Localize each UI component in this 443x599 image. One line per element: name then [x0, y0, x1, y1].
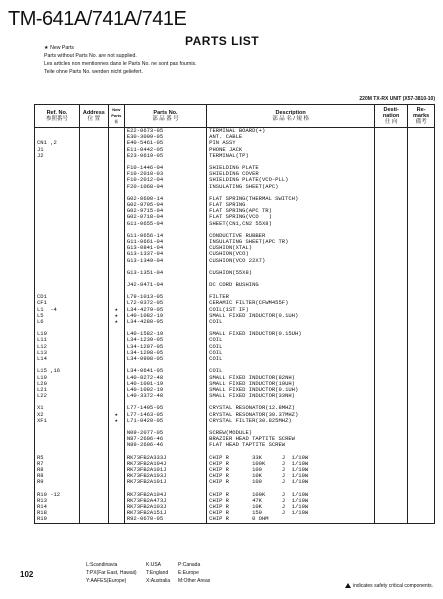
- parts-no-cell: N87-2606-46: [124, 436, 206, 442]
- parts-no-cell: E30-3009-05: [124, 134, 206, 140]
- table-row: [35, 128, 435, 135]
- description-cell: CHIP R 100K J 1/10W: [207, 461, 375, 467]
- parts-no-cell: RK73FB2A151J: [124, 510, 206, 516]
- description-cell: CHIP R 100 J 1/10W: [207, 467, 375, 473]
- safety-warning: indicates safety critical components.: [345, 583, 433, 589]
- ref-cell: L19: [35, 375, 80, 381]
- description-cell: CHIP R 47K J 1/10W: [207, 498, 375, 504]
- new-cell: ★: [108, 418, 124, 424]
- ref-cell: R19: [35, 516, 80, 523]
- description-cell: CERAMIC FILTER(CFWM455F): [207, 300, 375, 306]
- parts-no-cell: G02-0718-04: [124, 214, 206, 220]
- parts-no-cell: G13-1337-04: [124, 251, 206, 257]
- description-cell: SHEET(CN1,CN2 55X8): [207, 221, 375, 227]
- description-cell: SMALL FIXED INDUCTOR(10UH): [207, 381, 375, 387]
- new-cell: ★: [108, 412, 124, 418]
- parts-notes: [44, 44, 197, 76]
- ref-cell: R8: [35, 467, 80, 473]
- description-cell: SMALL FIXED INDUCTOR(33NH): [207, 393, 375, 399]
- ref-cell: R7: [35, 461, 80, 467]
- parts-no-cell: L34-4279-05: [124, 307, 206, 313]
- ref-cell: L1 -4: [35, 307, 80, 313]
- ref-cell: R8: [35, 473, 80, 479]
- description-cell: SMALL FIXED INDUCTOR(0.1UH): [207, 313, 375, 319]
- parts-no-cell: E22-0673-05: [124, 128, 206, 135]
- description-cell: CUSHION(VCO 22X7): [207, 258, 375, 264]
- address-cell: [79, 128, 108, 135]
- description-cell: PIN ASSY: [207, 140, 375, 146]
- table-row: [35, 516, 435, 523]
- parts-no-cell: RK73FB2A101J: [124, 467, 206, 473]
- new-cell: ★: [108, 313, 124, 319]
- parts-no-cell: L34-4280-05: [124, 319, 206, 325]
- parts-no-cell: RK73FB2A333J: [124, 455, 206, 461]
- description-cell: INSULATING SHEET(APC): [207, 184, 375, 190]
- ref-cell: XF1: [35, 418, 80, 424]
- description-cell: SMALL FIXED INDUCTOR(0.1UH): [207, 387, 375, 393]
- description-cell: PHONE JACK: [207, 147, 375, 153]
- ref-cell: L12: [35, 344, 80, 350]
- parts-no-cell: E11-0442-05: [124, 147, 206, 153]
- parts-no-cell: R92-0670-05: [124, 516, 206, 523]
- model-title: TM-641A/741A/741E: [8, 8, 187, 30]
- footer-destinations-1: L:Scandinavia T:PX(Far East, Hawaii) Y:AAFES(Europe): [86, 562, 137, 584]
- address-cell: [79, 516, 108, 523]
- parts-no-cell: L77-1495-05: [124, 405, 206, 411]
- parts-table-body: [35, 128, 435, 524]
- parts-no-cell: L72-0372-05: [124, 300, 206, 306]
- parts-no-cell: G13-1349-04: [124, 258, 206, 264]
- parts-no-cell: L40-1082-19: [124, 313, 206, 319]
- footer-destinations-2: K:USA T:England X:Australia: [146, 562, 171, 584]
- description-cell: COIL: [207, 356, 375, 362]
- description-cell: CRYSTAL RESONATOR(30.37MHZ): [207, 412, 375, 418]
- parts-no-cell: G11-0656-14: [124, 233, 206, 239]
- description-cell: COIL: [207, 368, 375, 374]
- ref-cell: R9: [35, 479, 80, 485]
- page-number: 102: [20, 570, 34, 579]
- note-line: Les articles non mentionnes dans le Parts No. ne sont pas fournis.: [44, 61, 197, 67]
- description-cell: COIL: [207, 319, 375, 325]
- footer-destinations-3: P:Canada E:Europe M:Other Areas: [178, 562, 211, 584]
- new-cell: ★: [108, 307, 124, 313]
- ref-cell: R5: [35, 455, 80, 461]
- description-cell: CRYSTAL FILTER(30.825MHZ): [207, 418, 375, 424]
- new-cell: [108, 516, 124, 523]
- parts-no-cell: L34-1239-05: [124, 337, 206, 343]
- parts-no-cell: RK73FB2A473J: [124, 498, 206, 504]
- parts-no-cell: RK73FB2A104J: [124, 461, 206, 467]
- description-cell: SCREW(MODULE): [207, 430, 375, 436]
- col-parts-no: Parts No. 部 品 番 号: [124, 105, 206, 128]
- parts-no-cell: G13-0841-04: [124, 245, 206, 251]
- description-cell: TERMINAL(TP): [207, 153, 375, 159]
- parts-no-cell: L34-1207-05: [124, 344, 206, 350]
- col-ref: Ref. No. 参照番号: [35, 105, 80, 128]
- ref-cell: L14: [35, 356, 80, 362]
- note-line: Parts without Parts No. are not supplied.: [44, 53, 137, 59]
- description-cell: CHIP R 10K J 1/10W: [207, 504, 375, 510]
- parts-no-cell: RK73FB2A103J: [124, 504, 206, 510]
- description-cell: TERMINAL BOARD(+): [207, 128, 375, 135]
- description-cell: SMALL FIXED INDUCTOR(82NH): [207, 375, 375, 381]
- note-line: ★ New Parts: [44, 45, 75, 51]
- parts-no-cell: L40-1582-19: [124, 331, 206, 337]
- remarks-cell: [408, 128, 435, 135]
- ref-cell: L13: [35, 350, 80, 356]
- parts-no-cell: E40-5461-05: [124, 140, 206, 146]
- description-cell: CUSHION(VCO): [207, 251, 375, 257]
- parts-no-cell: L40-3372-48: [124, 393, 206, 399]
- parts-table: [34, 104, 435, 524]
- parts-no-cell: L40-1092-19: [124, 387, 206, 393]
- description-cell: SHIELDING COVER: [207, 171, 375, 177]
- ref-cell: L15 ,16: [35, 368, 80, 374]
- parts-no-cell: L34-0641-05: [124, 368, 206, 374]
- parts-no-cell: L34-0908-05: [124, 356, 206, 362]
- parts-no-cell: RK73FB2A104J: [124, 492, 206, 498]
- description-cell: BRAZIER HEAD TAPTITE SCREW: [207, 436, 375, 442]
- ref-cell: R13: [35, 498, 80, 504]
- description-cell: FILTER: [207, 294, 375, 300]
- description-cell: FLAT SPRING: [207, 202, 375, 208]
- parts-no-cell: L34-1208-05: [124, 350, 206, 356]
- description-cell: FLAT SPRING(APC TR): [207, 208, 375, 214]
- parts-no-cell: G02-0600-14: [124, 196, 206, 202]
- description-cell: CUSHION(55X8): [207, 270, 375, 276]
- parts-no-cell: RK73FB2A101J: [124, 479, 206, 485]
- ref-cell: R18: [35, 510, 80, 516]
- ref-cell: CD1: [35, 294, 80, 300]
- col-destination: Desti- nation 仕 向: [375, 105, 408, 128]
- parts-no-cell: F10-2012-04: [124, 177, 206, 183]
- parts-no-cell: E23-0619-05: [124, 153, 206, 159]
- parts-no-cell: N89-2606-46: [124, 442, 206, 448]
- destination-cell: [375, 128, 408, 135]
- description-cell: COIL: [207, 350, 375, 356]
- description-cell: FLAT SPRING(THERMAL SWITCH): [207, 196, 375, 202]
- description-cell: CUSHION(XTAL): [207, 245, 375, 251]
- description-cell: INSULATING SHEET(APC TR): [207, 239, 375, 245]
- ref-cell: L10: [35, 331, 80, 337]
- parts-no-cell: J42-0471-04: [124, 282, 206, 288]
- parts-no-cell: G11-0661-04: [124, 239, 206, 245]
- description-cell: CHIP R 10K J 1/10W: [207, 473, 375, 479]
- description-cell: CHIP R 33K J 1/10W: [207, 455, 375, 461]
- col-address: Address 位 置: [79, 105, 108, 128]
- parts-no-cell: N09-2077-05: [124, 430, 206, 436]
- new-cell: ★: [108, 319, 124, 325]
- ref-cell: L11: [35, 337, 80, 343]
- parts-no-cell: G02-9715-04: [124, 208, 206, 214]
- parts-no-cell: L77-1463-05: [124, 412, 206, 418]
- parts-no-cell: G11-0655-04: [124, 221, 206, 227]
- unit-title: 220M TX-RX UNIT (X57-3810-10): [359, 96, 435, 102]
- description-cell: CONDUCTIVE RUBBER: [207, 233, 375, 239]
- new-cell: [108, 128, 124, 135]
- description-cell: DC CORD BUSHING: [207, 282, 375, 288]
- description-cell: FLAT HEAD TAPTITE SCREW: [207, 442, 375, 448]
- col-description: Description 部 品 名 / 規 格: [207, 105, 375, 128]
- ref-cell: J1: [35, 147, 80, 153]
- description-cell: COIL(1ST IF): [207, 307, 375, 313]
- parts-no-cell: G13-1351-04: [124, 270, 206, 276]
- description-cell: SHIELDING PLATE: [207, 165, 375, 171]
- parts-no-cell: L40-8272-48: [124, 375, 206, 381]
- description-cell: CHIP R 100 J 1/10W: [207, 479, 375, 485]
- parts-no-cell: L71-0420-05: [124, 418, 206, 424]
- description-cell: SMALL FIXED INDUCTOR(0.15UH): [207, 331, 375, 337]
- parts-no-cell: F10-2010-03: [124, 171, 206, 177]
- ref-cell: X2: [35, 412, 80, 418]
- description-cell: COIL: [207, 344, 375, 350]
- col-remarks: Re- marks 備考: [408, 105, 435, 128]
- parts-no-cell: L40-1001-19: [124, 381, 206, 387]
- ref-cell: L6: [35, 319, 80, 325]
- ref-cell: CN1 ,2: [35, 140, 80, 146]
- parts-no-cell: G02-9705-04: [124, 202, 206, 208]
- description-cell: COIL: [207, 337, 375, 343]
- parts-no-cell: F10-1446-04: [124, 165, 206, 171]
- ref-cell: L5: [35, 313, 80, 319]
- ref-cell: [35, 128, 80, 135]
- description-cell: ANT. CABLE: [207, 134, 375, 140]
- note-line: Teile ohne Parts No. werden nicht geliefert.: [44, 69, 143, 75]
- page-title: PARTS LIST: [185, 34, 260, 48]
- ref-cell: X1: [35, 405, 80, 411]
- ref-cell: L21: [35, 387, 80, 393]
- ref-cell: R14: [35, 504, 80, 510]
- description-cell: CHIP R 150 J 1/10W: [207, 510, 375, 516]
- description-cell: CRYSTAL RESONATOR(12.8MHZ): [207, 405, 375, 411]
- description-cell: SHIELDING PLATE(VCO-PLL): [207, 177, 375, 183]
- ref-cell: CF1: [35, 300, 80, 306]
- parts-no-cell: F20-1068-04: [124, 184, 206, 190]
- description-cell: CHIP R 100K J 1/10W: [207, 492, 375, 498]
- col-new: New Parts 新: [108, 105, 124, 128]
- table-header-row: [35, 105, 435, 128]
- ref-cell: L20: [35, 381, 80, 387]
- ref-cell: J2: [35, 153, 80, 159]
- destination-cell: [375, 516, 408, 523]
- warning-triangle-icon: [345, 583, 351, 588]
- remarks-cell: [408, 516, 435, 523]
- parts-no-cell: L79-1013-05: [124, 294, 206, 300]
- description-cell: FLAT SPRING(VCO ): [207, 214, 375, 220]
- ref-cell: L22: [35, 393, 80, 399]
- description-cell: CHIP R 0 OHM: [207, 516, 375, 523]
- parts-no-cell: RK73FB2A103J: [124, 473, 206, 479]
- ref-cell: R10 -12: [35, 492, 80, 498]
